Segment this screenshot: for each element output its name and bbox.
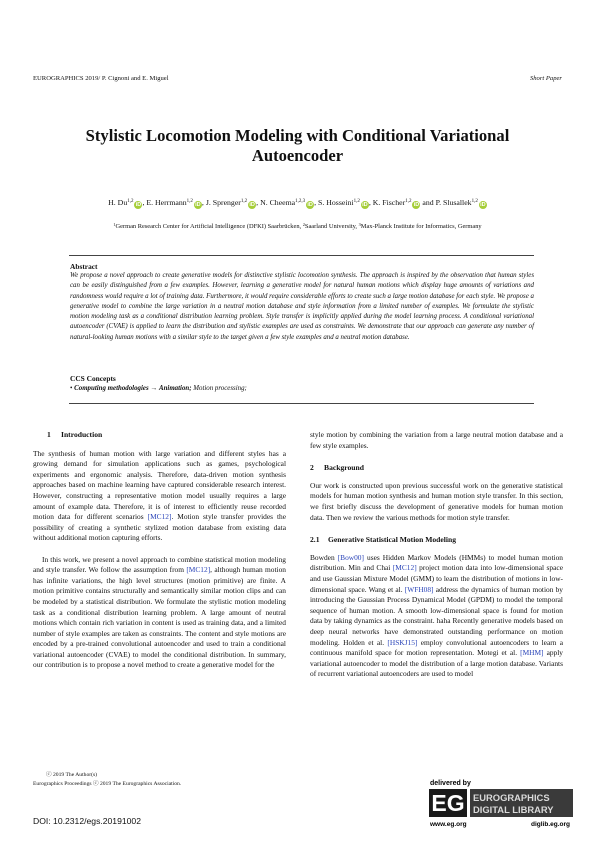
citation-link[interactable]: [MC12] [147, 512, 172, 522]
author [318, 198, 369, 207]
citation-link[interactable]: [Bow00] [337, 552, 364, 562]
author-name: E. Herrmann [146, 198, 187, 207]
author-affiliation-sup: 1,2 [405, 199, 412, 204]
text-run: The synthesis of human motion with large variation and different styles has a growing demand for simulation applications such as games, psychological experiments and ergonomic analysis. Therefore, data-driven motion synthesis approaches based on machine learning have captured considerable research interest. However, constructing a representative motion model usually requires a large amount of example data. Therefore, it is of interest to efficiently reuse recorded motion data for different scenarios [33, 448, 286, 522]
author-affiliation-sup: 1,2 [186, 199, 193, 204]
ccs-arrow: → [150, 385, 158, 392]
paper-title: Stylistic Locomotion Modeling with Conditional Variational Autoencoder [85, 126, 510, 165]
author-affiliation-sup: 1,2,3 [295, 199, 306, 204]
author-separator: and [420, 198, 436, 207]
author-separator: , [256, 198, 261, 207]
text-run: uses Hidden Markov Models (HMMs) to model human motion distribution. Min and Chai [310, 552, 563, 573]
ccs-concepts [70, 385, 247, 392]
author-name: K. Fischer [372, 198, 406, 207]
section-title: Background [324, 463, 364, 473]
author-name: H. Du [108, 198, 128, 207]
author [108, 198, 142, 207]
copyright-association: Eurographics Proceedings ⓒ 2019 The Eurographics Association. [33, 781, 182, 787]
citation-link[interactable]: [HSKJ15] [387, 637, 418, 647]
author-affiliation-sup: 1,2 [353, 199, 360, 204]
copyright-authors: ⓒ 2019 The Author(s) [46, 772, 98, 778]
intro-paragraph-1 [33, 449, 286, 544]
citation-link[interactable]: [MC12] [392, 563, 417, 573]
background-paragraph: Our work is constructed upon previous successful work on the generative statistical models for human motion synthesis and human motion style transfer. In this section, we first briefly discuss the development of generative models for human motion data. Then we review the various methods for motion style transfer. [310, 480, 563, 522]
citation-link[interactable]: [MHM] [520, 648, 544, 658]
eurographics-digital-library-badge[interactable] [424, 776, 575, 829]
abstract-text: We propose a novel approach to create generative models for distinctive stylistic locomotion synthesis. The approach is inspired by the observation that human styles can be easily distinguished from a few examples. However, learning a generative model for natural human motions which display huge amounts of variations and randomness would require a lot of training data. Furthermore, it would require considerable efforts to create such a large motion database for each style. We propose a generative model to combine the large variation in a neutral motion database and style information from a limited number of examples. We formulate the stylistic motion modeling task as a conditional distribution learning problem. Style transfer is implicitly applied during the model learning process. A conditional variational autoencoder (CVAE) is applied to learn the distribution and stylistic examples are used as constraints. We demonstrate that our approach can generate any number of natural-looking human motions with a similar style to the target given a few style examples and a neutral motion database. [70, 272, 534, 341]
affiliation-text: German Research Center for Artificial Intelligence (DFKI) Saarbrücken, [115, 223, 303, 230]
author-name: P. Slusallek [435, 198, 472, 207]
running-header-left: EUROGRAPHICS 2019/ P. Cignoni and E. Miguel [33, 75, 169, 82]
author-affiliation-sup: 1,2 [471, 199, 478, 204]
badge-url-2: diglib.eg.org [531, 821, 570, 828]
orcid-icon[interactable]: iD [307, 202, 313, 208]
badge-name-line2: DIGITAL LIBRARY [473, 804, 554, 815]
author-separator: , [368, 198, 373, 207]
section-title: Introduction [61, 430, 103, 439]
author-list [30, 198, 565, 209]
author [206, 198, 256, 207]
author [146, 198, 202, 207]
author-separator: , [201, 198, 206, 207]
author-separator: , [314, 198, 319, 207]
author-name: S. Hosseini [318, 198, 354, 207]
citation-link[interactable]: [MC12] [186, 565, 211, 575]
author-affiliation-sup: 1,2 [240, 199, 248, 204]
subsection-heading [310, 535, 563, 546]
affiliation-sup: 1 [113, 222, 116, 227]
text-run: , although human motion has infinite variations, the high level structures (motion primitive) are finite. A motion primitive contains structurally and semantically similar motion clips and can be modeled by a statistical distribution. We formulate the stylistic motion modeling task as a conditional distribution learning problem. A large amount of neutral motions which contain rich variation in content is used as training data, and a limited number of style examples are taken as constraints. The content and style motions are encoded by a pre-trained convolutional autoencoder and used to train a conditional variational autoencoder (CVAE) to model the conditional distribution. In summary, our contribution is to propose a novel method to create a generative model for the [33, 565, 286, 670]
section-number: 1 [47, 430, 51, 439]
author-affiliation-sup: 1,2 [127, 199, 134, 204]
author [436, 198, 487, 207]
running-header-right: Short Paper [529, 75, 562, 82]
orcid-icon[interactable]: iD [413, 202, 420, 208]
affiliation-text: Saarland University, [304, 223, 359, 230]
ccs-subcategory: Animation; [158, 385, 192, 392]
orcid-icon[interactable]: iD [195, 202, 201, 208]
left-column [33, 430, 286, 671]
abstract-heading: Abstract [70, 262, 98, 271]
intro-paragraph-2 [33, 555, 286, 672]
affiliations [30, 222, 565, 230]
generative-models-paragraph [310, 553, 563, 680]
affiliation-sup: 3 [358, 222, 361, 227]
ccs-rest: Motion processing; [193, 385, 247, 392]
section-heading-background [310, 463, 563, 474]
orcid-icon[interactable]: iD [249, 202, 255, 208]
continued-paragraph: style motion by combining the variation from a large neutral motion database and a few style examples. [310, 430, 563, 450]
badge-logo-text: EG [431, 790, 465, 816]
ccs-category: Computing methodologies [74, 385, 149, 392]
doi-text: DOI: 10.2312/egs.20191002 [33, 816, 141, 826]
badge-name-line1: EUROGRAPHICS [473, 792, 550, 803]
text-run: . Motion style transfer provides the possibility of creating a synthetic stylized motion database from existing data without additional motion capturing efforts. [33, 512, 286, 543]
text-run: In this work, we present a novel approach to combine statistical motion modeling and style transfer. We follow the assumption from [33, 554, 286, 575]
abstract-top-rule [69, 255, 534, 256]
ccs-bullet: • [70, 385, 73, 392]
affiliation-text: Max-Planck Institute for Informatics, Germany [360, 223, 482, 230]
orcid-icon[interactable]: iD [135, 202, 142, 208]
section-heading-introduction [47, 430, 286, 441]
section-number: 2.1 [310, 535, 320, 545]
ccs-heading: CCS Concepts [70, 374, 116, 383]
text-run: project motion data into low-dimensional space and use Gaussian Mixture Model (GMM) to learn the distribution of motions in low-dimensional space. Wang et al. [310, 563, 563, 594]
text-run: Bowden [310, 552, 338, 562]
author [260, 198, 314, 207]
author-name: J. Sprenger [205, 198, 241, 207]
badge-delivered-text: delivered by [430, 780, 471, 787]
right-column [310, 430, 563, 680]
orcid-icon[interactable]: iD [362, 202, 368, 208]
affiliation-sup: 2 [302, 222, 305, 227]
author [373, 198, 421, 207]
section-number: 2 [310, 463, 314, 473]
abstract-bottom-rule [69, 403, 534, 404]
author-name: N. Cheema [260, 198, 296, 207]
section-title: Generative Statistical Motion Modeling [328, 535, 457, 545]
author-separator: , [142, 198, 147, 207]
text-run: address the dynamics of human motion by introducing the Gaussian Process Dynamical Model (GPDM) to model the temporal sequence of human motion. A smooth low-dimensional space is found for motion data by taking dynamics as the constraint. haha Recently generative models based on deep neural networks have demonstrated outstanding performance on motion modeling. Holden et al. [310, 584, 563, 647]
text-run: employ convolutional autoencoders to learn a continuous manifold space for motion representation. Motegi et al. [310, 637, 563, 658]
badge-url-1: www.eg.org [430, 821, 467, 828]
text-run: apply variational autoencoder to model the distribution of a large motion database. Variants of recurrent variational autoencoders are used to model [310, 648, 563, 679]
citation-link[interactable]: [WFH08] [404, 584, 434, 594]
orcid-icon[interactable]: iD [480, 202, 486, 208]
